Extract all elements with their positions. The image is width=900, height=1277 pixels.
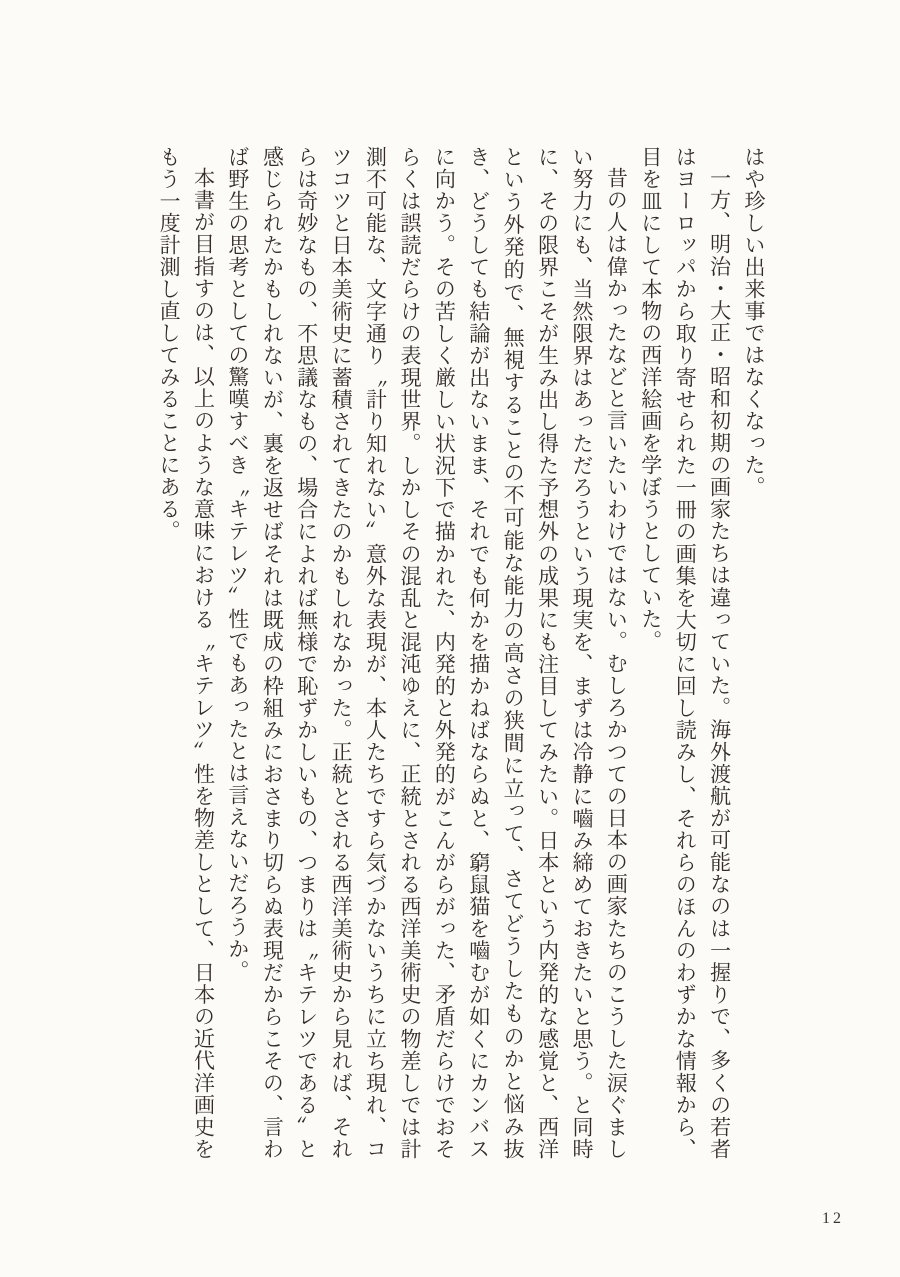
page-number: 12 xyxy=(822,1210,844,1227)
paragraph: 昔の人は偉かったなどと言いたいわけではない。むしろかつての日本の画家たちのこうした涙ぐましい努力にも、当然限界はあっただろうという現実を、まずは冷静に嚙み締めておきたいと思う。と同時に、その限界こそが生み出し得た予想外の成果にも注目してみたい。日本という内発的な感覚と、西洋という外発的で、無視することの不可能な能力の高さの狭間に立って、さてどうしたものかと悩み抜き、どうしても結論が出ないまま、それでも何かを描かねばならぬと、窮鼠猫を嚙むが如くにカンバスに向かう。その苦しく厳しい状況下で描かれた、内発的と外発的がこんがらがった、矛盾だらけでおそらくは誤読だらけの表現世界。しかしその混乱と混沌ゆえに、正統とされる西洋美術史の物差しでは計測不可能な、文字通り〝計り知れない〟意外な表現が、本人たちですら気づかないうちに立ち現れ、コツコツと日本美術史に蓄積されてきたのかもしれなかった。正統とされる西洋美術史から見れば、それらは奇妙なもの、不思議なもの、場合によれば無様で恥ずかしいもの、つまりは〝キテレツである〟と感じられたかもしれないが、裏を返せばそれは既成の枠組みにおさまり切らぬ表現だからこその、言わば野生の思考としての驚嘆すべき〝キテレツ〟性でもあったとは言えないだろうか。 xyxy=(225,146,629,1160)
vertical-text-block xyxy=(152,146,771,1160)
paragraph: 一方、明治・大正・昭和初期の画家たちは違っていた。海外渡航が可能なのは一握りで、多くの若者はヨーロッパから取り寄せられた一冊の画集を大切に回し読みし、それらのほんのわずかな情報から、目を皿にして本物の西洋絵画を学ぼうとしていた。 xyxy=(638,146,732,1160)
paragraph: 本書が目指すのは、以上のような意味における〝キテレツ〟性を物差しとして、日本の近代洋画史をもう一度計測し直してみることにある。 xyxy=(157,146,216,1160)
paragraph-continuation: はや珍しい出来事ではなくなった。 xyxy=(742,146,766,498)
